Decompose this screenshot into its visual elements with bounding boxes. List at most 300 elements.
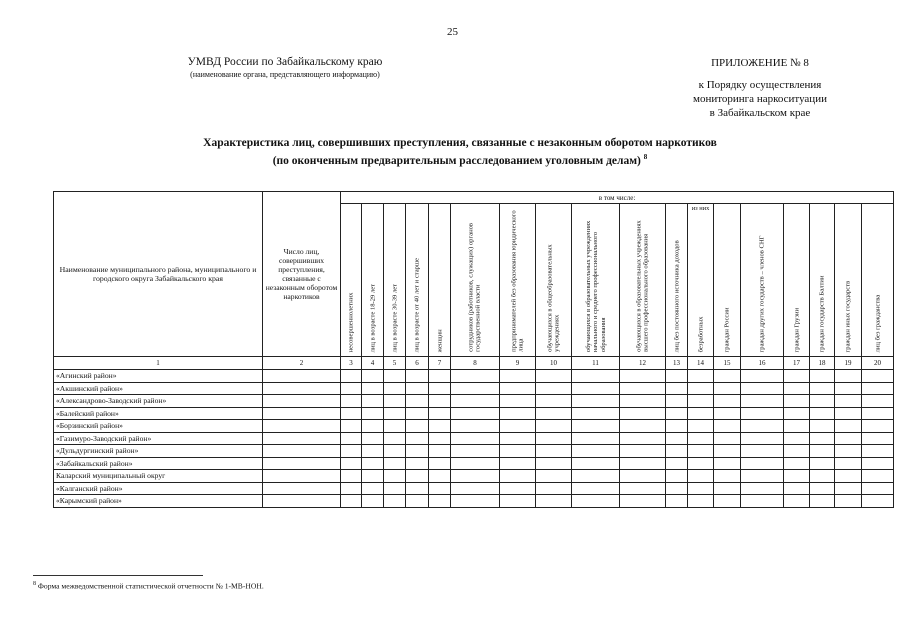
data-cell[interactable] <box>384 457 406 470</box>
data-cell[interactable] <box>862 457 894 470</box>
column-header-text: предпринимателей без образования юридического лица <box>510 210 525 352</box>
column-header-17 <box>784 204 810 357</box>
column-header-7 <box>429 204 451 357</box>
column-header-3 <box>341 204 362 357</box>
data-cell[interactable] <box>666 445 688 458</box>
district-name: «Александрово-Заводский район» <box>54 395 263 408</box>
column-header-4 <box>362 204 384 357</box>
column-number: 10 <box>536 357 572 370</box>
data-cell[interactable] <box>741 445 784 458</box>
column-number: 15 <box>714 357 741 370</box>
statistics-table <box>53 191 894 508</box>
data-cell[interactable] <box>810 495 835 508</box>
data-cell[interactable] <box>384 495 406 508</box>
data-cell[interactable] <box>384 432 406 445</box>
data-cell[interactable] <box>862 495 894 508</box>
data-cell[interactable] <box>810 457 835 470</box>
data-cell[interactable] <box>341 470 362 483</box>
data-cell[interactable] <box>714 482 741 495</box>
data-cell[interactable] <box>451 382 500 395</box>
data-cell[interactable] <box>741 382 784 395</box>
data-cell[interactable] <box>688 370 714 383</box>
data-cell[interactable] <box>714 457 741 470</box>
footnote <box>33 581 264 591</box>
data-cell[interactable] <box>835 495 862 508</box>
title-line-2: (по оконченным предварительным расследованием уголовным делам) <box>272 154 641 167</box>
data-cell[interactable] <box>406 370 429 383</box>
district-name: «Газимуро-Заводский район» <box>54 432 263 445</box>
data-cell[interactable] <box>341 445 362 458</box>
column-header-text: безработных <box>696 316 704 352</box>
data-cell[interactable] <box>741 495 784 508</box>
data-cell[interactable] <box>741 432 784 445</box>
data-cell[interactable] <box>835 457 862 470</box>
data-cell[interactable] <box>500 407 536 420</box>
data-cell[interactable] <box>666 407 688 420</box>
data-cell[interactable] <box>784 370 810 383</box>
data-cell[interactable] <box>451 370 500 383</box>
column-header-text: граждан других государств – членов СНГ <box>758 235 766 352</box>
district-name: «Забайкальский район» <box>54 457 263 470</box>
data-cell[interactable] <box>362 395 384 408</box>
data-cell[interactable] <box>263 457 341 470</box>
data-cell[interactable] <box>741 457 784 470</box>
data-cell[interactable] <box>429 470 451 483</box>
data-cell[interactable] <box>666 470 688 483</box>
data-cell[interactable] <box>536 370 572 383</box>
column-header-16 <box>741 204 784 357</box>
data-cell[interactable] <box>714 445 741 458</box>
data-cell[interactable] <box>451 407 500 420</box>
column-number: 13 <box>666 357 688 370</box>
of-them-label: из них <box>691 205 710 212</box>
data-cell[interactable] <box>451 420 500 433</box>
data-cell[interactable] <box>429 482 451 495</box>
data-cell[interactable] <box>714 470 741 483</box>
data-cell[interactable] <box>784 495 810 508</box>
column-number: 18 <box>810 357 835 370</box>
data-cell[interactable] <box>862 445 894 458</box>
column-header-text: обучающихся в образовательных учреждениях начального и среднего профессионального образования <box>584 220 607 352</box>
data-cell[interactable] <box>741 407 784 420</box>
data-cell[interactable] <box>741 370 784 383</box>
data-cell[interactable] <box>384 420 406 433</box>
data-cell[interactable] <box>451 470 500 483</box>
data-cell[interactable] <box>406 495 429 508</box>
data-cell[interactable] <box>862 395 894 408</box>
data-cell[interactable] <box>536 432 572 445</box>
data-cell[interactable] <box>862 407 894 420</box>
data-cell[interactable] <box>429 420 451 433</box>
data-cell[interactable] <box>384 445 406 458</box>
title-line-1: Характеристика лиц, совершивших преступления, связанные с незаконным оборотом наркотиков <box>203 137 717 149</box>
data-cell[interactable] <box>572 407 620 420</box>
column-number: 8 <box>451 357 500 370</box>
data-cell[interactable] <box>666 482 688 495</box>
data-cell[interactable] <box>384 370 406 383</box>
data-cell[interactable] <box>429 382 451 395</box>
data-cell[interactable] <box>536 482 572 495</box>
table-row <box>54 395 894 408</box>
table-row <box>54 482 894 495</box>
column-number: 2 <box>263 357 341 370</box>
data-cell[interactable] <box>429 445 451 458</box>
data-cell[interactable] <box>572 482 620 495</box>
data-cell[interactable] <box>451 432 500 445</box>
data-cell[interactable] <box>835 445 862 458</box>
data-cell[interactable] <box>263 407 341 420</box>
data-cell[interactable] <box>862 370 894 383</box>
data-cell[interactable] <box>500 382 536 395</box>
data-cell[interactable] <box>263 420 341 433</box>
data-cell[interactable] <box>341 370 362 383</box>
data-cell[interactable] <box>500 457 536 470</box>
data-cell[interactable] <box>406 382 429 395</box>
data-cell[interactable] <box>572 420 620 433</box>
data-cell[interactable] <box>784 482 810 495</box>
data-cell[interactable] <box>714 495 741 508</box>
document-title <box>120 136 800 168</box>
data-cell[interactable] <box>620 382 666 395</box>
column-header-9 <box>500 204 536 357</box>
column-header-text: лиц без гражданства <box>873 294 881 352</box>
data-cell[interactable] <box>784 470 810 483</box>
data-cell[interactable] <box>406 457 429 470</box>
data-cell[interactable] <box>835 395 862 408</box>
data-cell[interactable] <box>572 457 620 470</box>
data-cell[interactable] <box>263 445 341 458</box>
data-cell[interactable] <box>429 395 451 408</box>
data-cell[interactable] <box>406 482 429 495</box>
data-cell[interactable] <box>666 395 688 408</box>
column-number: 20 <box>862 357 894 370</box>
data-cell[interactable] <box>784 395 810 408</box>
footnote-mark: 8 <box>33 581 36 587</box>
column-header-20 <box>862 204 894 357</box>
data-cell[interactable] <box>784 432 810 445</box>
column-header-8 <box>451 204 500 357</box>
data-cell[interactable] <box>666 432 688 445</box>
column-number: 6 <box>406 357 429 370</box>
data-cell[interactable] <box>620 470 666 483</box>
data-cell[interactable] <box>784 382 810 395</box>
data-cell[interactable] <box>784 445 810 458</box>
data-cell[interactable] <box>714 382 741 395</box>
footnote-separator <box>33 575 203 576</box>
data-cell[interactable] <box>810 470 835 483</box>
data-cell[interactable] <box>688 470 714 483</box>
appendix-line: в Забайкальском крае <box>709 107 811 119</box>
data-cell[interactable] <box>384 407 406 420</box>
data-cell[interactable] <box>810 370 835 383</box>
data-cell[interactable] <box>500 395 536 408</box>
data-cell[interactable] <box>341 420 362 433</box>
data-cell[interactable] <box>714 407 741 420</box>
data-cell[interactable] <box>384 395 406 408</box>
data-cell[interactable] <box>384 482 406 495</box>
data-cell[interactable] <box>666 382 688 395</box>
column-header-text: обучающихся в образовательных учреждениях высшего профессионального образования <box>635 220 650 352</box>
column-header-text: обучающихся в общеобразовательных учреждениях <box>546 244 561 352</box>
data-cell[interactable] <box>536 457 572 470</box>
appendix-line: к Порядку осуществления <box>698 79 822 91</box>
column-header-15 <box>714 204 741 357</box>
data-cell[interactable] <box>620 445 666 458</box>
data-cell[interactable] <box>500 445 536 458</box>
column-number: 14 <box>688 357 714 370</box>
data-cell[interactable] <box>741 420 784 433</box>
data-cell[interactable] <box>362 482 384 495</box>
data-cell[interactable] <box>784 420 810 433</box>
table-row <box>54 457 894 470</box>
column-header-12 <box>620 204 666 357</box>
data-cell[interactable] <box>536 420 572 433</box>
column-header-text: граждан Грузии <box>792 307 800 352</box>
data-cell[interactable] <box>406 395 429 408</box>
column-header-text: граждан России <box>723 307 731 352</box>
data-cell[interactable] <box>384 382 406 395</box>
data-cell[interactable] <box>688 382 714 395</box>
column-header-18 <box>810 204 835 357</box>
appendix-line: мониторинга наркоситуации <box>693 93 827 105</box>
data-cell[interactable] <box>536 382 572 395</box>
data-cell[interactable] <box>263 482 341 495</box>
data-cell[interactable] <box>362 420 384 433</box>
appendix-block <box>660 56 860 120</box>
column-number: 9 <box>500 357 536 370</box>
column-number: 12 <box>620 357 666 370</box>
table-row <box>54 420 894 433</box>
column-header-text: несовершеннолетних <box>347 292 355 352</box>
column-header-text: лиц в возрасте 18-29 лет <box>368 283 376 352</box>
data-cell[interactable] <box>341 432 362 445</box>
data-cell[interactable] <box>500 370 536 383</box>
column-number: 1 <box>54 357 263 370</box>
column-number: 3 <box>341 357 362 370</box>
column-header-14 <box>688 204 714 357</box>
data-cell[interactable] <box>536 445 572 458</box>
data-cell[interactable] <box>341 482 362 495</box>
column-number: 7 <box>429 357 451 370</box>
data-cell[interactable] <box>810 445 835 458</box>
data-cell[interactable] <box>714 420 741 433</box>
data-cell[interactable] <box>500 420 536 433</box>
header-total-count: Число лиц, совершивших преступления, связанные с незаконным оборотом наркотиков <box>263 192 341 357</box>
data-cell[interactable] <box>362 445 384 458</box>
data-cell[interactable] <box>572 395 620 408</box>
column-header-6 <box>406 204 429 357</box>
data-cell[interactable] <box>406 407 429 420</box>
data-cell[interactable] <box>620 370 666 383</box>
data-cell[interactable] <box>714 370 741 383</box>
organization-block <box>130 56 440 79</box>
data-cell[interactable] <box>810 407 835 420</box>
data-cell[interactable] <box>714 432 741 445</box>
column-header-text: граждан государств Балтии <box>818 275 826 352</box>
data-cell[interactable] <box>810 482 835 495</box>
district-name: Каларский муниципальный округ <box>54 470 263 483</box>
data-cell[interactable] <box>263 432 341 445</box>
data-cell[interactable] <box>362 432 384 445</box>
column-header-5 <box>384 204 406 357</box>
data-cell[interactable] <box>263 470 341 483</box>
data-cell[interactable] <box>500 470 536 483</box>
data-cell[interactable] <box>810 432 835 445</box>
data-cell[interactable] <box>572 470 620 483</box>
column-header-text: лиц в возрасте 30-39 лет <box>390 283 398 352</box>
data-cell[interactable] <box>451 445 500 458</box>
data-cell[interactable] <box>362 470 384 483</box>
data-cell[interactable] <box>666 370 688 383</box>
data-cell[interactable] <box>500 432 536 445</box>
data-cell[interactable] <box>263 370 341 383</box>
data-cell[interactable] <box>666 457 688 470</box>
column-header-text: граждан иных государств <box>844 280 852 352</box>
table-row <box>54 470 894 483</box>
data-cell[interactable] <box>688 395 714 408</box>
data-cell[interactable] <box>835 407 862 420</box>
data-cell[interactable] <box>429 370 451 383</box>
data-cell[interactable] <box>835 482 862 495</box>
column-number: 5 <box>384 357 406 370</box>
column-number: 17 <box>784 357 810 370</box>
table-row <box>54 407 894 420</box>
data-cell[interactable] <box>666 420 688 433</box>
data-cell[interactable] <box>429 407 451 420</box>
data-cell[interactable] <box>835 432 862 445</box>
data-cell[interactable] <box>688 445 714 458</box>
data-cell[interactable] <box>500 495 536 508</box>
appendix-title: ПРИЛОЖЕНИЕ № 8 <box>711 57 809 69</box>
data-cell[interactable] <box>572 382 620 395</box>
column-number: 4 <box>362 357 384 370</box>
data-cell[interactable] <box>688 482 714 495</box>
data-cell[interactable] <box>429 495 451 508</box>
column-header-text: лиц в возрасте от 40 лет и старше <box>413 257 421 352</box>
data-cell[interactable] <box>572 445 620 458</box>
district-name: «Агинский район» <box>54 370 263 383</box>
district-name: «Дульдургинский район» <box>54 445 263 458</box>
data-cell[interactable] <box>362 407 384 420</box>
data-cell[interactable] <box>784 457 810 470</box>
data-cell[interactable] <box>341 457 362 470</box>
data-cell[interactable] <box>835 470 862 483</box>
data-cell[interactable] <box>451 395 500 408</box>
data-cell[interactable] <box>620 495 666 508</box>
data-cell[interactable] <box>862 420 894 433</box>
data-cell[interactable] <box>741 482 784 495</box>
data-cell[interactable] <box>572 432 620 445</box>
data-cell[interactable] <box>406 420 429 433</box>
data-cell[interactable] <box>384 470 406 483</box>
organization-name: УМВД России по Забайкальскому краю <box>187 56 383 68</box>
data-cell[interactable] <box>688 420 714 433</box>
header-district-name: Наименование муниципального района, муниципального и городского округа Забайкальского края <box>54 192 263 357</box>
data-cell[interactable] <box>406 445 429 458</box>
data-cell[interactable] <box>362 370 384 383</box>
data-cell[interactable] <box>688 457 714 470</box>
data-cell[interactable] <box>341 495 362 508</box>
column-header-19 <box>835 204 862 357</box>
column-number: 19 <box>835 357 862 370</box>
column-header-text: женщин <box>435 328 443 352</box>
data-cell[interactable] <box>362 495 384 508</box>
data-cell[interactable] <box>536 395 572 408</box>
data-cell[interactable] <box>572 495 620 508</box>
data-cell[interactable] <box>620 420 666 433</box>
district-name: «Калганский район» <box>54 482 263 495</box>
data-cell[interactable] <box>862 470 894 483</box>
data-cell[interactable] <box>810 395 835 408</box>
data-cell[interactable] <box>429 457 451 470</box>
data-cell[interactable] <box>666 495 688 508</box>
data-cell[interactable] <box>620 407 666 420</box>
data-cell[interactable] <box>862 382 894 395</box>
table-row <box>54 495 894 508</box>
data-cell[interactable] <box>536 470 572 483</box>
data-cell[interactable] <box>835 382 862 395</box>
data-cell[interactable] <box>362 382 384 395</box>
data-cell[interactable] <box>536 495 572 508</box>
data-cell[interactable] <box>451 482 500 495</box>
data-cell[interactable] <box>714 395 741 408</box>
data-cell[interactable] <box>406 432 429 445</box>
page-number: 25 <box>447 26 458 38</box>
data-cell[interactable] <box>341 407 362 420</box>
data-cell[interactable] <box>362 457 384 470</box>
data-cell[interactable] <box>810 420 835 433</box>
data-cell[interactable] <box>835 370 862 383</box>
data-cell[interactable] <box>741 395 784 408</box>
data-cell[interactable] <box>688 407 714 420</box>
data-cell[interactable] <box>263 495 341 508</box>
data-cell[interactable] <box>341 395 362 408</box>
data-cell[interactable] <box>500 482 536 495</box>
data-cell[interactable] <box>620 457 666 470</box>
column-header-text: лиц без постоянного источника доходов <box>672 239 680 352</box>
data-cell[interactable] <box>406 470 429 483</box>
data-cell[interactable] <box>835 420 862 433</box>
data-cell[interactable] <box>741 470 784 483</box>
data-cell[interactable] <box>862 432 894 445</box>
data-cell[interactable] <box>688 495 714 508</box>
column-number: 11 <box>572 357 620 370</box>
data-cell[interactable] <box>451 495 500 508</box>
data-cell[interactable] <box>620 482 666 495</box>
district-name: «Акшинский район» <box>54 382 263 395</box>
data-cell[interactable] <box>263 395 341 408</box>
data-cell[interactable] <box>341 382 362 395</box>
data-cell[interactable] <box>620 432 666 445</box>
table-row <box>54 432 894 445</box>
data-cell[interactable] <box>429 432 451 445</box>
district-name: «Карымский район» <box>54 495 263 508</box>
data-cell[interactable] <box>263 382 341 395</box>
table-row <box>54 445 894 458</box>
title-footnote-mark: 8 <box>643 153 648 161</box>
data-cell[interactable] <box>620 395 666 408</box>
data-cell[interactable] <box>536 407 572 420</box>
column-header-13 <box>666 204 688 357</box>
data-cell[interactable] <box>862 482 894 495</box>
data-cell[interactable] <box>688 432 714 445</box>
district-name: «Борзинский район» <box>54 420 263 433</box>
data-cell[interactable] <box>784 407 810 420</box>
data-cell[interactable] <box>451 457 500 470</box>
table-row <box>54 370 894 383</box>
data-cell[interactable] <box>810 382 835 395</box>
data-cell[interactable] <box>572 370 620 383</box>
